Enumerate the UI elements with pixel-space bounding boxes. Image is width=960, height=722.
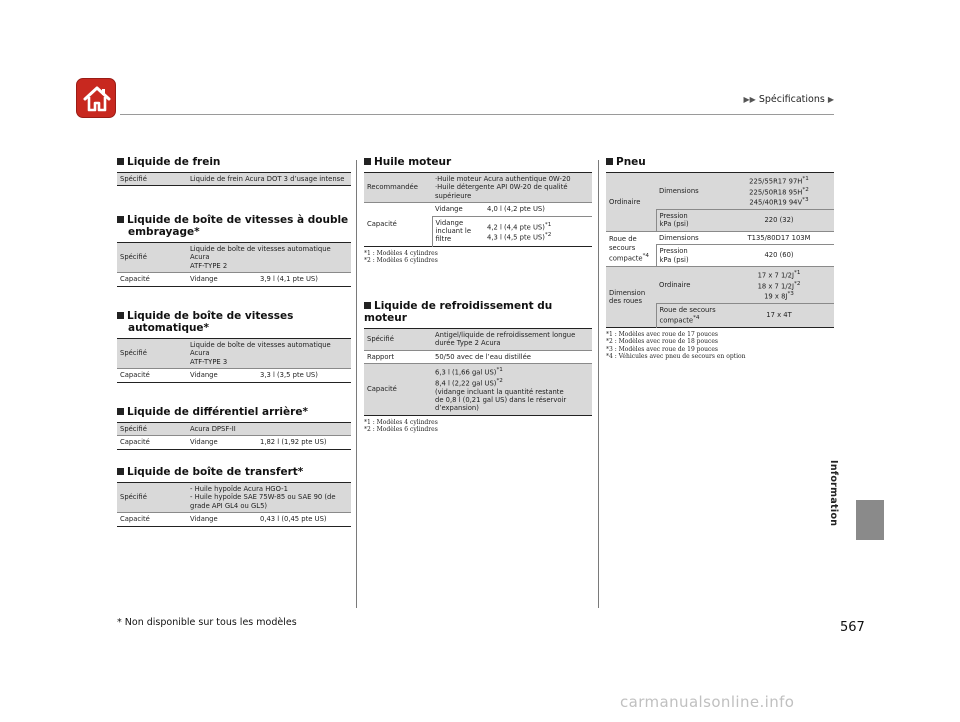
availability-footnote: * Non disponible sur tous les modèles xyxy=(117,617,297,628)
transfer-fluid-section xyxy=(117,466,351,527)
brake-fluid-table xyxy=(117,172,351,186)
transfer-fluid-table xyxy=(117,482,351,527)
table-row: Spécifié Antigel/liquide de refroidissement longue durée Type 2 Acura xyxy=(364,329,592,351)
square-bullet-icon xyxy=(117,408,124,415)
house-icon xyxy=(77,79,117,119)
breadcrumb-label: Spécifications xyxy=(758,94,825,105)
side-section-label: Information xyxy=(828,460,839,527)
watermark: carmanualsonline.info xyxy=(620,693,795,711)
table-row: Spécifié Liquide de boîte de vitesses automatique Acura ATF-TYPE 3 xyxy=(117,339,351,369)
engine-coolant-table xyxy=(364,328,592,416)
table-row: Spécifié Acura DPSF-II xyxy=(117,423,351,436)
table-row: Spécifié Liquide de boîte de vitesses automatique Acura ATF-TYPE 2 xyxy=(117,243,351,273)
section-title: Huile moteur xyxy=(364,156,592,168)
engine-oil-section xyxy=(364,156,592,264)
table-row: Rapport 50/50 avec de l’eau distillée xyxy=(364,350,592,363)
tire-table xyxy=(606,172,834,328)
table-row: Capacité Vidange 3,9 l (4,1 pte US) xyxy=(117,273,351,286)
engine-coolant-section xyxy=(364,300,592,433)
breadcrumb[interactable] xyxy=(744,94,834,105)
dual-clutch-fluid-table xyxy=(117,242,351,287)
brake-fluid-section xyxy=(117,156,351,186)
table-row: Capacité Vidange 3,3 l (3,5 pte US) xyxy=(117,369,351,382)
engine-oil-table xyxy=(364,172,592,247)
dual-clutch-fluid-section xyxy=(117,214,351,287)
section-title: Liquide de boîte de transfert* xyxy=(117,466,351,478)
table-row: Capacité 6,3 l (1,66 gal US)$^{*1}$ 8,4 l (2,22 gal US)$^{*2}$ (vidange incluant la quantité restante de 0,8 l (0,21 gal US) dans le réservoir d’expansion) xyxy=(364,364,592,416)
table-row: Roue de secours compacte$^{*4}$ Dimensions T135/80D17 103M xyxy=(606,231,834,244)
table-row: Ordinaire Dimensions 225/55R17 $97H^{*1}$ 225/50R18 $95H^{*2}$ 245/40R19 $94V^{*3}$ xyxy=(606,173,834,210)
section-title: Liquide de boîte de vitesses automatique* xyxy=(117,310,351,334)
automatic-fluid-section xyxy=(117,310,351,383)
footnotes: *1 : Modèles avec roue de 17 pouces *2 : Modèles avec roue de 18 pouces *3 : Modèles avec roue de 19 pouces *4 : Véhicules avec pneu de secours en option xyxy=(606,331,746,360)
home-button[interactable] xyxy=(76,78,116,118)
header-rule xyxy=(120,114,834,115)
rear-differential-fluid-section xyxy=(117,406,351,450)
table-row: Roue de secours compacte$^{*4}$ 17 x 4T xyxy=(606,304,834,328)
table-row: Vidange incluant le filtre 4,2 l (4,4 pte US)$^{*1}$ 4,3 l (4,5 pte US)$^{*2}$ xyxy=(364,216,592,246)
table-row: Spécifié - Huile hypoïde Acura HGO-1 - Huile hypoïde SAE 75W-85 ou SAE 90 (de grade API GL4 ou GL5) xyxy=(117,483,351,513)
footnotes: *1 : Modèles 4 cylindres *2 : Modèles 6 cylindres xyxy=(364,418,438,433)
section-title: Liquide de frein xyxy=(117,156,351,168)
square-bullet-icon xyxy=(117,312,124,319)
section-title: Liquide de boîte de vitesses à double embrayage* xyxy=(117,214,351,238)
square-bullet-icon xyxy=(117,216,124,223)
tire-section xyxy=(606,156,834,360)
square-bullet-icon xyxy=(364,302,371,309)
square-bullet-icon xyxy=(117,158,124,165)
section-title: Pneu xyxy=(606,156,834,168)
table-row: Dimension des roues Ordinaire 17 x 7 $1/2J^{*1}$ 18 x 7 $1/2J^{*2}$ 19 x $8J^{*3}$ xyxy=(606,267,834,304)
square-bullet-icon xyxy=(364,158,371,165)
side-section-tab[interactable] xyxy=(856,500,884,540)
table-row: Recommandée ·Huile moteur Acura authentique 0W-20 ·Huile détergente API 0W-20 de qualité supérieure xyxy=(364,173,592,203)
page-number: 567 xyxy=(840,620,865,635)
footnotes: *1 : Modèles 4 cylindres *2 : Modèles 6 cylindres xyxy=(364,249,438,265)
breadcrumb-arrow-icon: ▶ xyxy=(827,95,834,104)
table-row: Capacité Vidange 0,43 l (0,45 pte US) xyxy=(117,513,351,526)
section-title: Liquide de refroidissement du moteur xyxy=(364,300,553,324)
table-row: Pression kPa (psi) 220 (32) xyxy=(606,210,834,232)
column-divider xyxy=(356,160,357,608)
table-row: Spécifié Liquide de frein Acura DOT 3 d’usage intense xyxy=(117,173,351,186)
breadcrumb-arrow-icon: ▶▶ xyxy=(743,95,756,104)
section-title: Liquide de différentiel arrière* xyxy=(117,406,351,418)
table-row: Capacité Vidange 1,82 l (1,92 pte US) xyxy=(117,436,351,449)
table-row: Pression kPa (psi) 420 (60) xyxy=(606,245,834,267)
square-bullet-icon xyxy=(117,468,124,475)
rear-differential-fluid-table xyxy=(117,422,351,450)
automatic-fluid-table xyxy=(117,338,351,383)
table-row: Capacité Vidange 4,0 l (4,2 pte US) xyxy=(364,203,592,216)
square-bullet-icon xyxy=(606,158,613,165)
column-divider xyxy=(598,160,599,608)
